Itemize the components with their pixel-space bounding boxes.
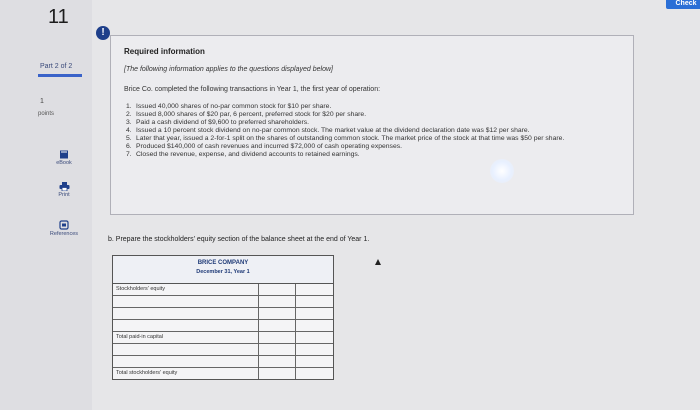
list-item: 3. Paid a cash dividend of $9,600 to preferred shareholders. bbox=[126, 119, 310, 126]
total-cell[interactable] bbox=[296, 368, 333, 379]
statement-date: December 31, Year 1 bbox=[196, 269, 250, 275]
amount-cell[interactable] bbox=[259, 308, 296, 319]
alert-icon: ! bbox=[96, 26, 110, 40]
sidebar bbox=[0, 0, 92, 410]
amount-cell[interactable] bbox=[259, 284, 296, 295]
table-row bbox=[113, 332, 333, 344]
row-label-input[interactable] bbox=[113, 296, 259, 307]
balance-sheet-header bbox=[113, 256, 333, 284]
total-cell[interactable] bbox=[296, 308, 333, 319]
points-label: points bbox=[38, 111, 55, 117]
part-indicator: Part 2 of 2 bbox=[40, 63, 73, 70]
total-cell[interactable] bbox=[296, 284, 333, 295]
amount-cell[interactable] bbox=[259, 344, 296, 355]
row-label-input[interactable] bbox=[113, 344, 259, 355]
list-item: 1. Issued 40,000 shares of no-par common stock for $10 per share. bbox=[126, 103, 332, 110]
print-button[interactable] bbox=[44, 182, 84, 198]
requirement-b: b. Prepare the stockholders' equity section of the balance sheet at the end of Year 1. bbox=[108, 236, 370, 243]
account-input[interactable] bbox=[116, 344, 258, 355]
required-information-title: Required information bbox=[124, 47, 205, 56]
account-input[interactable] bbox=[116, 296, 258, 307]
part-progress-bar bbox=[38, 74, 82, 77]
question-number: 11 bbox=[48, 6, 69, 28]
table-row bbox=[113, 296, 333, 308]
points-value: 1 bbox=[40, 98, 44, 105]
references-button[interactable] bbox=[44, 220, 84, 237]
row-label: Stockholders' equity bbox=[113, 284, 259, 295]
table-row bbox=[113, 284, 333, 296]
list-item: 5. Later that year, issued a 2-for-1 split on the shares of outstanding common stock. The market price of the stock at that time was $50 per share. bbox=[126, 135, 565, 142]
amount-cell[interactable] bbox=[259, 296, 296, 307]
total-cell[interactable] bbox=[296, 320, 333, 331]
info-intro: Brice Co. completed the following transactions in Year 1, the first year of operation: bbox=[124, 86, 381, 93]
print-label: Print bbox=[58, 192, 70, 198]
list-item: 6. Produced $140,000 of cash revenues and incurred $72,000 of cash operating expenses. bbox=[126, 143, 403, 150]
ebook-label: eBook bbox=[56, 160, 72, 166]
company-name: BRICE COMPANY bbox=[197, 260, 249, 266]
total-cell[interactable] bbox=[296, 344, 333, 355]
references-label: References bbox=[49, 231, 79, 237]
total-cell[interactable] bbox=[296, 296, 333, 307]
account-input[interactable] bbox=[116, 320, 258, 331]
ebook-button[interactable] bbox=[44, 150, 84, 166]
amount-cell[interactable] bbox=[259, 332, 296, 343]
row-label: Total paid-in capital bbox=[113, 332, 259, 343]
amount-cell[interactable] bbox=[259, 368, 296, 379]
book-icon bbox=[59, 150, 69, 159]
row-label-input[interactable] bbox=[113, 308, 259, 319]
info-note: [The following information applies to the questions displayed below] bbox=[124, 66, 333, 73]
row-label: Total stockholders' equity bbox=[113, 368, 259, 379]
balance-sheet-table bbox=[112, 255, 334, 380]
amount-input[interactable] bbox=[259, 371, 295, 382]
amount-cell[interactable] bbox=[259, 320, 296, 331]
list-item: 4. Issued a 10 percent stock dividend on no-par common stock. The market value at the dividend declaration date was $12 per share. bbox=[126, 127, 530, 134]
total-input[interactable] bbox=[296, 371, 333, 382]
account-input[interactable] bbox=[116, 356, 258, 367]
total-cell[interactable] bbox=[296, 332, 333, 343]
references-icon bbox=[59, 220, 69, 230]
transaction-list bbox=[126, 103, 606, 159]
table-row bbox=[113, 356, 333, 368]
account-input[interactable] bbox=[116, 308, 258, 319]
table-row bbox=[113, 368, 333, 379]
amount-cell[interactable] bbox=[259, 356, 296, 367]
table-row bbox=[113, 344, 333, 356]
list-item: 7. Closed the revenue, expense, and dividend accounts to retained earnings. bbox=[126, 151, 360, 158]
check-button[interactable]: Check bbox=[666, 0, 700, 9]
mouse-cursor-icon bbox=[375, 259, 381, 265]
table-row bbox=[113, 320, 333, 332]
list-item: 2. Issued 8,000 shares of $20 par, 6 percent, preferred stock for $20 per share. bbox=[126, 111, 367, 118]
screen-glare bbox=[490, 159, 514, 183]
row-label-input[interactable] bbox=[113, 356, 259, 367]
total-cell[interactable] bbox=[296, 356, 333, 367]
row-label-input[interactable] bbox=[113, 320, 259, 331]
print-icon bbox=[59, 182, 70, 191]
table-row bbox=[113, 308, 333, 320]
